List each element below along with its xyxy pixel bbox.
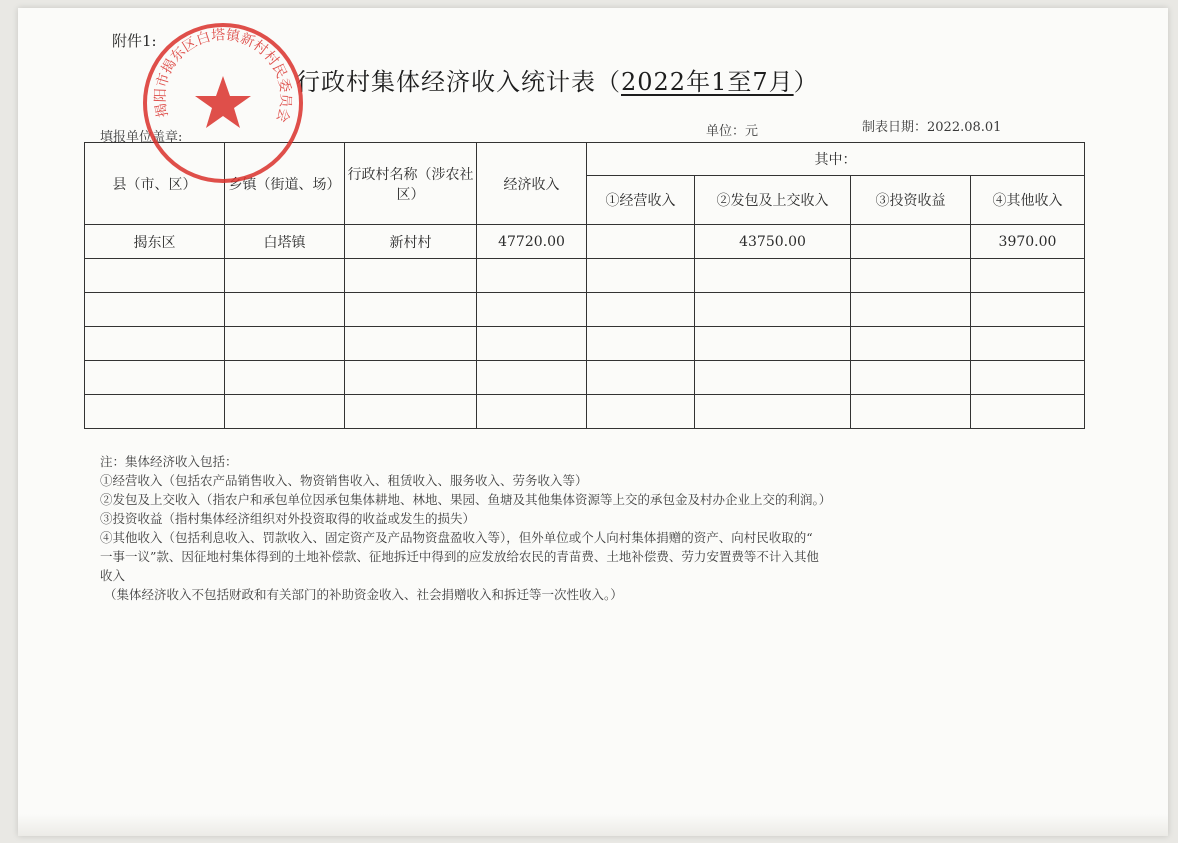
table-row [85, 225, 1085, 259]
cell-county [85, 259, 225, 293]
cell-income [477, 259, 587, 293]
official-seal-icon [138, 18, 308, 188]
title-main: 行政村集体经济收入统计表（ [296, 68, 621, 96]
cell-contract: 43750.00 [695, 225, 851, 259]
table-row [85, 361, 1085, 395]
col-contract: ②发包及上交收入 [695, 176, 851, 225]
col-operating: ①经营收入 [587, 176, 695, 225]
cell-village [345, 361, 477, 395]
cell-income [477, 361, 587, 395]
cell-village [345, 395, 477, 429]
title-end: ） [793, 68, 819, 96]
cell-operating [587, 361, 695, 395]
note-exclusion: （集体经济收入不包括财政和有关部门的补助资金收入、社会捐赠收入和拆迁等一次性收入。） [104, 587, 623, 602]
cell-operating [587, 293, 695, 327]
cell-village [345, 259, 477, 293]
cell-operating [587, 259, 695, 293]
note-intro: 注：集体经济收入包括： [100, 454, 238, 469]
cell-income [477, 327, 587, 361]
cell-investment [851, 225, 971, 259]
cell-investment [851, 395, 971, 429]
cell-investment [851, 293, 971, 327]
cell-other: 3970.00 [971, 225, 1085, 259]
cell-contract [695, 361, 851, 395]
note-other-3: 收入 [100, 568, 126, 583]
note-investment: ③投资收益（指村集体经济组织对外投资取得的收益或发生的损失） [100, 511, 476, 526]
table-row [85, 327, 1085, 361]
cell-operating [587, 327, 695, 361]
cell-town: 白塔镇 [225, 225, 345, 259]
cell-town [225, 259, 345, 293]
col-income: 经济收入 [477, 143, 587, 225]
col-other: ④其他收入 [971, 176, 1085, 225]
cell-income [477, 395, 587, 429]
unit-label: 单位：元 [706, 124, 759, 139]
page-title [296, 62, 819, 97]
cell-town [225, 361, 345, 395]
cell-other [971, 259, 1085, 293]
cell-county [85, 293, 225, 327]
title-period: 2022年1至7月 [621, 68, 794, 96]
cell-contract [695, 395, 851, 429]
cell-county [85, 327, 225, 361]
page-edge [18, 814, 1168, 836]
notes-block [100, 452, 1100, 604]
cell-other [971, 361, 1085, 395]
cell-income: 47720.00 [477, 225, 587, 259]
cell-contract [695, 327, 851, 361]
cell-contract [695, 293, 851, 327]
table-row [85, 293, 1085, 327]
cell-town [225, 293, 345, 327]
cell-other [971, 293, 1085, 327]
cell-village [345, 293, 477, 327]
cell-operating [587, 395, 695, 429]
date-label: 制表日期：2022.08.01 [862, 120, 1002, 135]
cell-other [971, 395, 1085, 429]
cell-village [345, 327, 477, 361]
note-other-2: 一事一议”款、因征地村集体得到的土地补偿款、征地拆迁中得到的应发放给农民的青苗费、土地补偿费、劳力安置费等不计入其他 [100, 549, 819, 564]
cell-investment [851, 361, 971, 395]
col-of-which: 其中： [587, 143, 1085, 176]
cell-operating [587, 225, 695, 259]
cell-contract [695, 259, 851, 293]
table-row [85, 259, 1085, 293]
cell-investment [851, 327, 971, 361]
col-investment: ③投资收益 [851, 176, 971, 225]
filler-label: 填报单位盖章: [100, 130, 183, 145]
cell-town [225, 395, 345, 429]
cell-county [85, 361, 225, 395]
cell-other [971, 327, 1085, 361]
cell-town [225, 327, 345, 361]
cell-income [477, 293, 587, 327]
cell-county: 揭东区 [85, 225, 225, 259]
cell-investment [851, 259, 971, 293]
cell-county [85, 395, 225, 429]
col-village: 行政村名称（涉农社区） [345, 143, 477, 225]
table-row [85, 395, 1085, 429]
note-operating: ①经营收入（包括农产品销售收入、物资销售收入、租赁收入、服务收入、劳务收入等） [100, 473, 588, 488]
seal-text: 揭阳市揭东区白塔镇新村村民委员会 [152, 27, 294, 125]
attachment-label: 附件1: [112, 32, 157, 50]
note-other-1: ④其他收入（包括利息收入、罚款收入、固定资产及产品物资盘盈收入等），但外单位或个人向村集体捐赠的资产、向村民收取的“ [100, 530, 813, 545]
col-county: 县（市、区） [85, 143, 225, 225]
note-contract: ②发包及上交收入（指农户和承包单位因承包集体耕地、林地、果园、鱼塘及其他集体资源等上交的承包金及村办企业上交的利润。） [100, 492, 832, 507]
cell-village: 新村村 [345, 225, 477, 259]
col-town: 乡镇（街道、场） [225, 143, 345, 225]
